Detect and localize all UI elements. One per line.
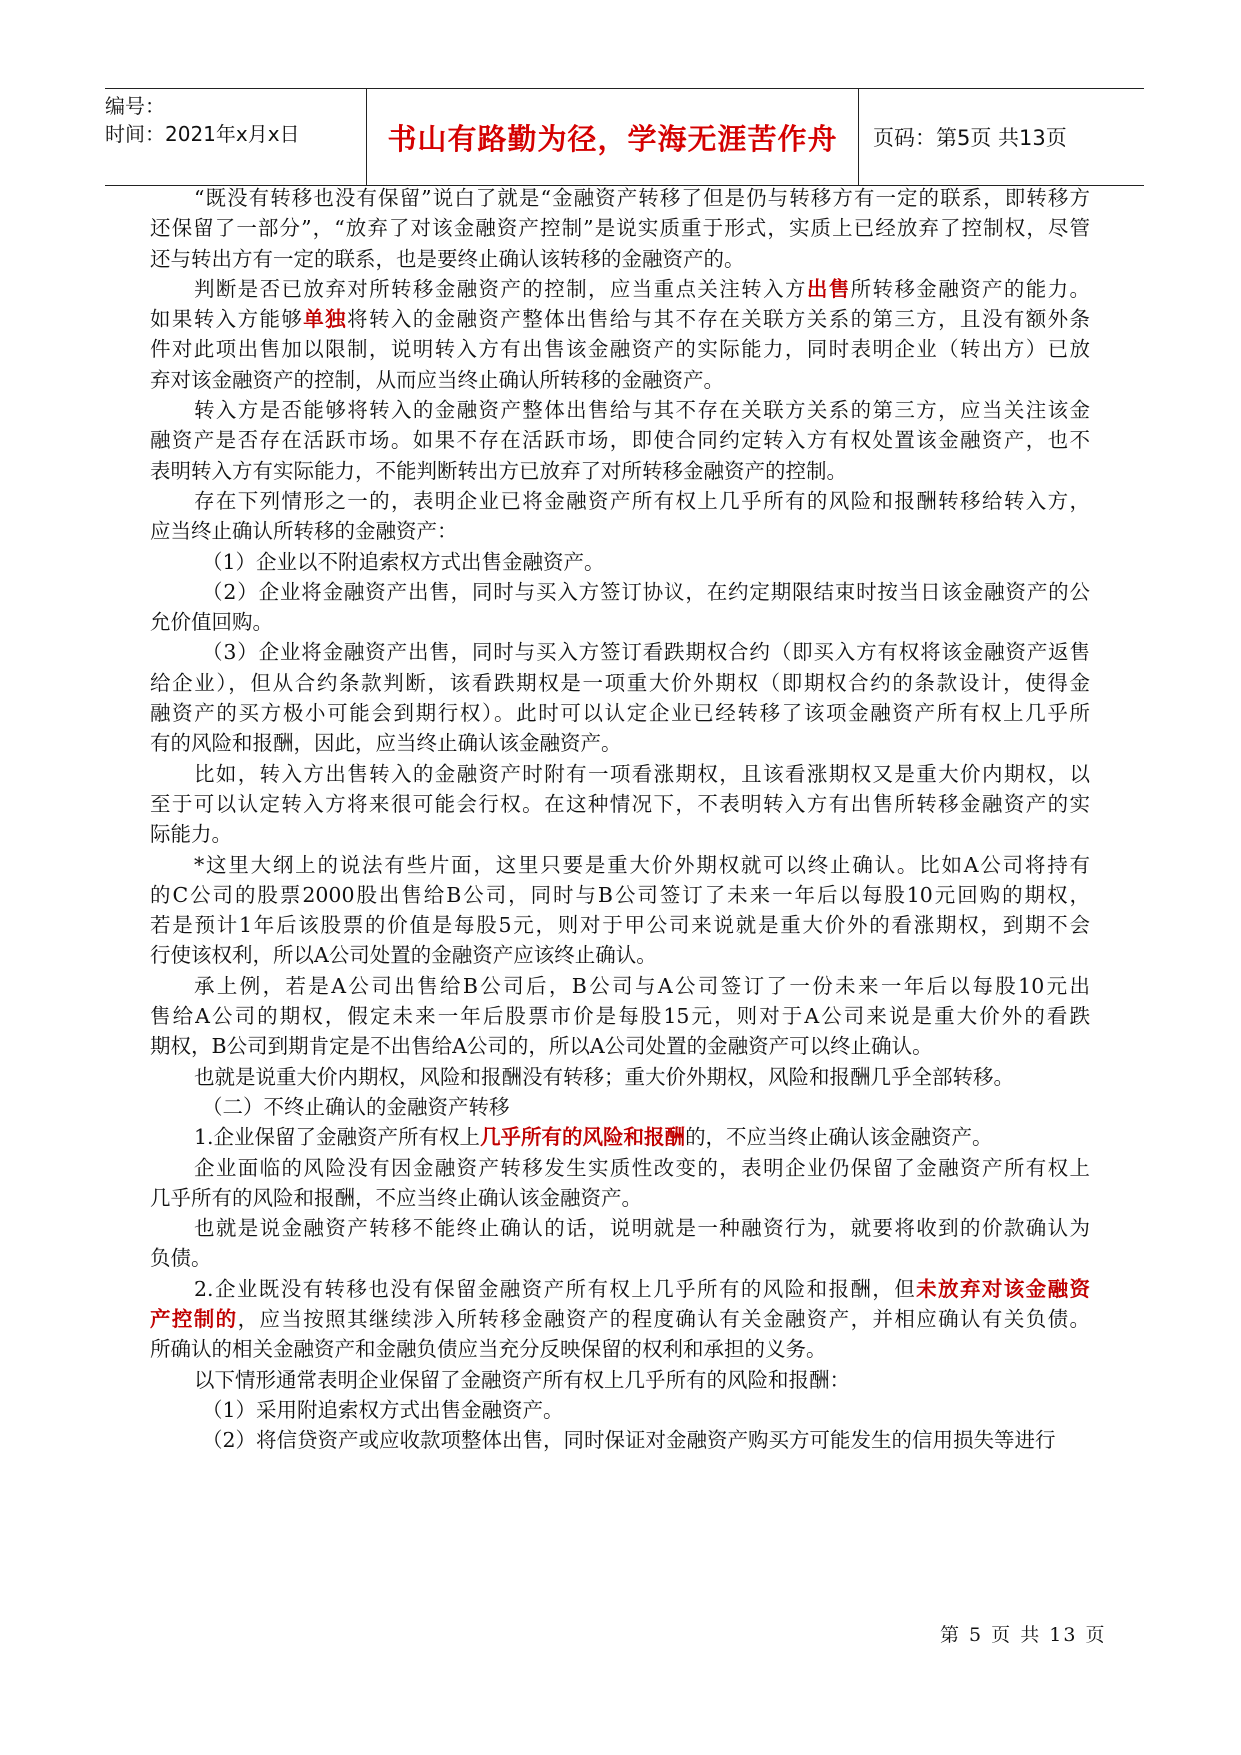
text-line — [150, 698, 1090, 728]
line-text: 弃对该金融资产的控制，从而应当终止确认所转移的金融资产。 — [150, 367, 724, 392]
line-text: 承上例，若是A公司出售给B公司后，B公司与A公司签订了一份未来一年后以每股10元出 — [194, 973, 1090, 998]
text-line — [150, 1395, 1090, 1425]
text-line — [150, 1274, 1090, 1304]
page-header — [105, 88, 1144, 186]
line-text: 行使该权利，所以A公司处置的金融资产应该终止确认。 — [150, 943, 657, 968]
text-line — [150, 880, 1090, 910]
highlight-text: 未放弃对该金融资 — [916, 1276, 1091, 1301]
text-line — [150, 1425, 1090, 1455]
line-text: 负债。 — [150, 1246, 212, 1271]
line-text: （1）采用附追索权方式出售金融资产。 — [202, 1397, 564, 1422]
line-text: 转入方是否能够将转入的金融资产整体出售给与其不存在关联方关系的第三方，应当关注该金 — [194, 398, 1090, 423]
text-line — [150, 637, 1090, 667]
line-text: 将转入的金融资产整体出售给与其不存在关联方关系的第三方，且没有额外条 — [347, 307, 1091, 332]
line-text: 以下情形通常表明企业保留了金融资产所有权上几乎所有的风险和报酬： — [194, 1367, 850, 1392]
line-text: 也就是说重大价内期权，风险和报酬没有转移；重大价外期权，风险和报酬几乎全部转移。 — [194, 1064, 1014, 1089]
header-page: 页码：第5页 共13页 — [873, 126, 1067, 150]
line-text: 2.企业既没有转移也没有保留金融资产所有权上几乎所有的风险和报酬，但 — [194, 1276, 917, 1301]
text-line — [150, 1031, 1090, 1061]
line-text: 际能力。 — [150, 822, 232, 847]
text-line — [150, 1183, 1090, 1213]
highlight-text: 几乎所有的风险和报酬 — [480, 1125, 686, 1150]
line-text: （3）企业将金融资产出售，同时与买入方签订看跌期权合约（即买入方有权将该金融资产返售 — [202, 640, 1090, 665]
line-text: （1）企业以不附追索权方式出售金融资产。 — [202, 549, 605, 574]
line-text: 有的风险和报酬，因此，应当终止确认该金融资产。 — [150, 731, 622, 756]
text-line — [150, 183, 1090, 213]
highlight-text: 产控制的 — [150, 1306, 238, 1331]
line-text: 几乎所有的风险和报酬，不应当终止确认该金融资产。 — [150, 1185, 642, 1210]
line-text: 允价值回购。 — [150, 610, 273, 635]
line-text: 所确认的相关金融资产和金融负债应当充分反映保留的权利和承担的义务。 — [150, 1337, 827, 1362]
text-line — [150, 365, 1090, 395]
line-text: 存在下列情形之一的，表明企业已将金融资产所有权上几乎所有的风险和报酬转移给转入方， — [194, 488, 1090, 513]
line-text: 还保留了一部分”，“放弃了对该金融资产控制”是说实质重于形式，实质上已经放弃了控制权，尽管 — [150, 216, 1090, 241]
line-text: 融资产的买方极小可能会到期行权）。此时可以认定企业已经转移了该项金融资产所有权上几乎所 — [150, 701, 1090, 726]
header-motto: 书山有路勤为径，学海无涯苦作舟 — [367, 89, 859, 185]
line-text: （二）不终止确认的金融资产转移 — [202, 1094, 510, 1119]
text-line — [150, 577, 1090, 607]
highlight-text: 出售 — [806, 276, 851, 301]
line-text: “既没有转移也没有保留”说白了就是“金融资产转移了但是仍与转移方有一定的联系，即转移方 — [194, 186, 1090, 210]
line-text: 判断是否已放弃对所转移金融资产的控制，应当重点关注转入方 — [194, 276, 807, 301]
line-text: 若是预计1年后该股票的价值是每股5元，则对于甲公司来说就是重大价外的看涨期权，到期不会 — [150, 913, 1090, 938]
text-line — [150, 1365, 1090, 1395]
text-line — [150, 547, 1090, 577]
line-text: *这里大纲上的说法有些片面，这里只要是重大价外期权就可以终止确认。比如A公司将持有 — [194, 852, 1090, 877]
text-line — [150, 395, 1090, 425]
text-line — [150, 1001, 1090, 1031]
line-text: 1.企业保留了金融资产所有权上 — [194, 1125, 481, 1150]
header-number: 编号： — [105, 94, 165, 118]
line-text: 也就是说金融资产转移不能终止确认的话，说明就是一种融资行为，就要将收到的价款确认为 — [194, 1216, 1090, 1241]
text-line — [150, 728, 1090, 758]
text-line — [150, 516, 1090, 546]
text-line — [150, 304, 1090, 334]
line-text: 至于可以认定转入方将来很可能会行权。在这种情况下，不表明转入方有出售所转移金融资产的实 — [150, 791, 1090, 816]
text-line — [150, 910, 1090, 940]
line-text: 如果转入方能够 — [150, 307, 304, 332]
text-line — [150, 1153, 1090, 1183]
text-line — [150, 274, 1090, 304]
header-meta — [105, 89, 367, 185]
line-text: 的，不应当终止确认该金融资产。 — [685, 1125, 993, 1150]
line-text: 期权，B公司到期肯定是不出售给A公司的，所以A公司处置的金融资产可以终止确认。 — [150, 1034, 933, 1059]
line-text: 表明转入方有实际能力，不能判断转出方已放弃了对所转移金融资产的控制。 — [150, 458, 847, 483]
line-text: 所转移金融资产的能力。 — [850, 276, 1091, 301]
line-text: 比如，转入方出售转入的金融资产时附有一项看涨期权，且该看涨期权又是重大价内期权，以 — [194, 761, 1090, 786]
line-text: （2）企业将金融资产出售，同时与买入方签订协议，在约定期限结束时按当日该金融资产的公 — [202, 579, 1090, 604]
line-text: 应当终止确认所转移的金融资产： — [150, 519, 458, 544]
header-time: 时间：2021年x月x日 — [105, 122, 300, 146]
text-line — [150, 334, 1090, 364]
highlight-text: 单独 — [303, 307, 348, 332]
text-line — [150, 971, 1090, 1001]
text-line — [150, 789, 1090, 819]
text-line — [150, 1334, 1090, 1364]
text-line — [150, 759, 1090, 789]
text-line — [150, 1062, 1090, 1092]
line-text: 企业面临的风险没有因金融资产转移发生实质性改变的，表明企业仍保留了金融资产所有权上 — [194, 1155, 1090, 1180]
page-footer: 第 5 页 共 13 页 — [940, 1624, 1107, 1646]
text-line — [150, 940, 1090, 970]
text-line — [150, 1243, 1090, 1273]
text-line — [150, 1304, 1090, 1334]
text-line — [150, 819, 1090, 849]
line-text: 还与转出方有一定的联系，也是要终止确认该转移的金融资产的。 — [150, 246, 745, 271]
text-line — [150, 850, 1090, 880]
line-text: 融资产是否存在活跃市场。如果不存在活跃市场，即使合同约定转入方有权处置该金融资产，也不 — [150, 428, 1090, 453]
text-line — [150, 244, 1090, 274]
text-line — [150, 1092, 1090, 1122]
text-line — [150, 486, 1090, 516]
line-text: 售给A公司的期权，假定未来一年后股票市价是每股15元，则对于A公司来说是重大价外的看跌 — [150, 1004, 1090, 1029]
line-text: 件对此项出售加以限制，说明转入方有出售该金融资产的实际能力，同时表明企业（转出方）已放 — [150, 337, 1090, 362]
text-line — [150, 213, 1090, 243]
text-line — [150, 1122, 1090, 1152]
document-body — [150, 183, 1090, 1455]
text-line — [150, 456, 1090, 486]
text-line — [150, 1213, 1090, 1243]
text-line — [150, 607, 1090, 637]
line-text: 的C公司的股票2000股出售给B公司，同时与B公司签订了未来一年后以每股10元回购的期权， — [150, 882, 1090, 907]
line-text: 给企业），但从合约条款判断，该看跌期权是一项重大价外期权（即期权合约的条款设计，使得金 — [150, 670, 1090, 695]
text-line — [150, 425, 1090, 455]
line-text: （2）将信贷资产或应收款项整体出售，同时保证对金融资产购买方可能发生的信用损失等进行 — [202, 1428, 1056, 1453]
text-line — [150, 668, 1090, 698]
line-text: ，应当按照其继续涉入所转移金融资产的程度确认有关金融资产，并相应确认有关负债。 — [237, 1306, 1091, 1331]
